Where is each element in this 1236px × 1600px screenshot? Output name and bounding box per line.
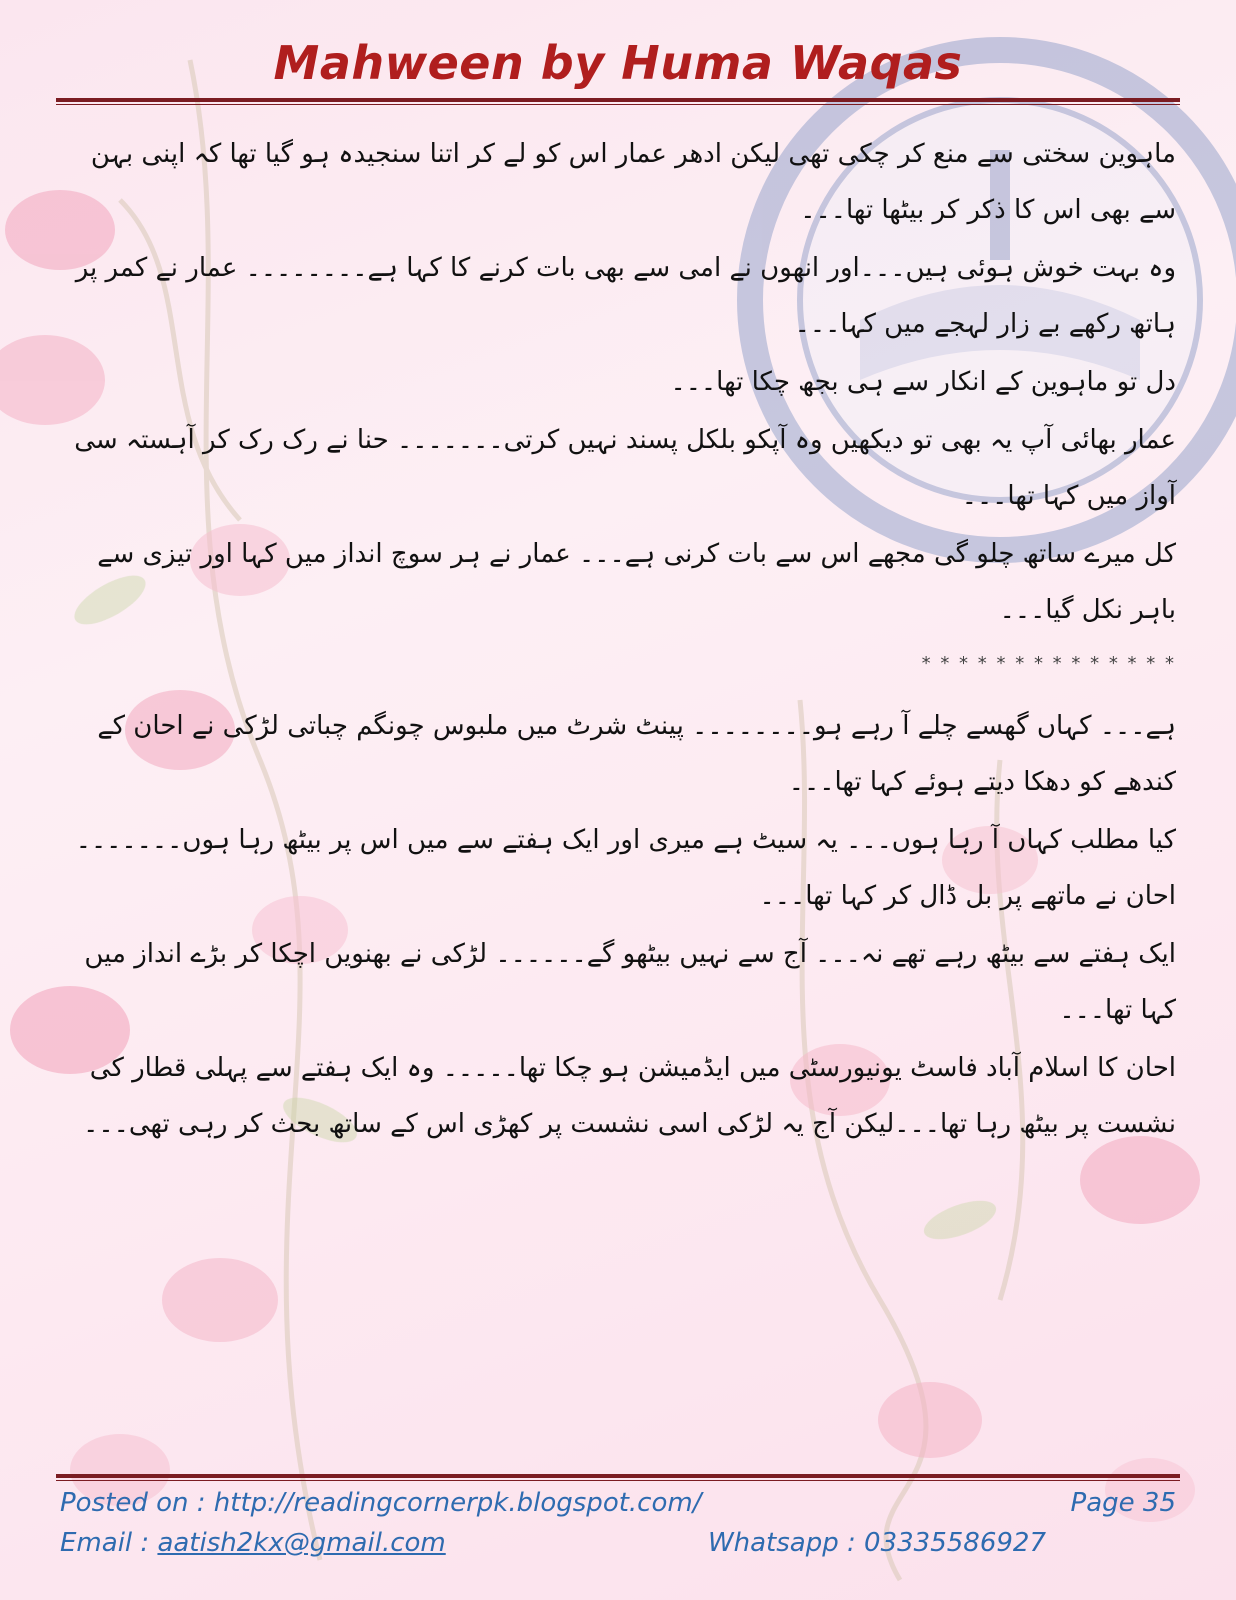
paragraph-6: ہے۔۔۔ کہاں گھسے چلے آ رہے ہو۔۔۔۔۔۔۔۔ پینٹ شرٹ میں ملبوس چونگم چباتی لڑکی نے احان کے کندھے کو دھکا دیتے ہوئے کہا تھا۔۔۔ [97, 711, 1176, 797]
page-footer [60, 1488, 1176, 1568]
whatsapp-contact: Whatsapp : 03335586927 [707, 1528, 1046, 1558]
page-number: Page 35 [1070, 1488, 1176, 1518]
paragraph-4: عمار بھائی آپ یہ بھی تو دیکھیں وہ آپکو بلکل پسند نہیں کرتی۔۔۔۔۔۔۔ حنا نے رک رک کر آہستہ سی آواز میں کہا تھا۔۔۔ [74, 425, 1176, 511]
paragraph-7: کیا مطلب کہاں آ رہا ہوں۔۔۔ یہ سیٹ ہے میری اور ایک ہفتے سے میں اس پر بیٹھ رہا ہوں۔۔۔۔۔۔۔ احان نے ماتھے پر بل ڈال کر کہا تھا۔۔۔ [75, 825, 1176, 911]
story-text [60, 126, 1176, 1154]
paragraph-8: ایک ہفتے سے بیٹھ رہے تھے نہ۔۔۔ آج سے نہیں بیٹھو گے۔۔۔۔۔۔ لڑکی نے بھنویں اچکا کر بڑے انداز میں کہا تھا۔۔۔ [84, 939, 1176, 1025]
posted-on-url[interactable]: Posted on : http://readingcornerpk.blogspot.com/ [60, 1488, 702, 1518]
scene-separator: * * * * * * * * * * * * * * [921, 653, 1176, 674]
header-rule [56, 98, 1180, 105]
paragraph-3: دل تو ماہوین کے انکار سے ہی بجھ چکا تھا۔۔۔ [670, 367, 1176, 397]
footer-rule [56, 1474, 1180, 1481]
email-link[interactable]: aatish2kx@gmail.com [157, 1528, 446, 1558]
email-label: Email : [60, 1528, 158, 1558]
email-line [60, 1528, 446, 1558]
paragraph-2: وہ بہت خوش ہوئی ہیں۔۔۔اور انھوں نے امی سے بھی بات کرنے کا کہا ہے۔۔۔۔۔۔۔۔ عمار نے کمر پر ہاتھ رکھے بے زار لہجے میں کہا۔۔۔ [75, 253, 1176, 339]
paragraph-5: کل میرے ساتھ چلو گی مجھے اس سے بات کرنی ہے۔۔۔ عمار نے ہر سوچ انداز میں کہا اور تیزی سے باہر نکل گیا۔۔۔ [97, 539, 1176, 625]
page-title: Mahween by Huma Waqas [273, 36, 963, 90]
paragraph-1: ماہوین سختی سے منع کر چکی تھی لیکن ادھر عمار اس کو لے کر اتنا سنجیدہ ہو گیا تھا کہ اپنی بہن سے بھی اس کا ذکر کر بیٹھا تھا۔۔۔ [90, 139, 1176, 225]
paragraph-9: احان کا اسلام آباد فاسٹ یونیورسٹی میں ایڈمیشن ہو چکا تھا۔۔۔۔۔ وہ ایک ہفتے سے پہلی قطار کی نشست پر بیٹھ رہا تھا۔۔۔لیکن آج یہ لڑکی اسی نشست پر کھڑی اس کے ساتھ بحث کر رہی تھی۔۔۔ [83, 1053, 1176, 1139]
